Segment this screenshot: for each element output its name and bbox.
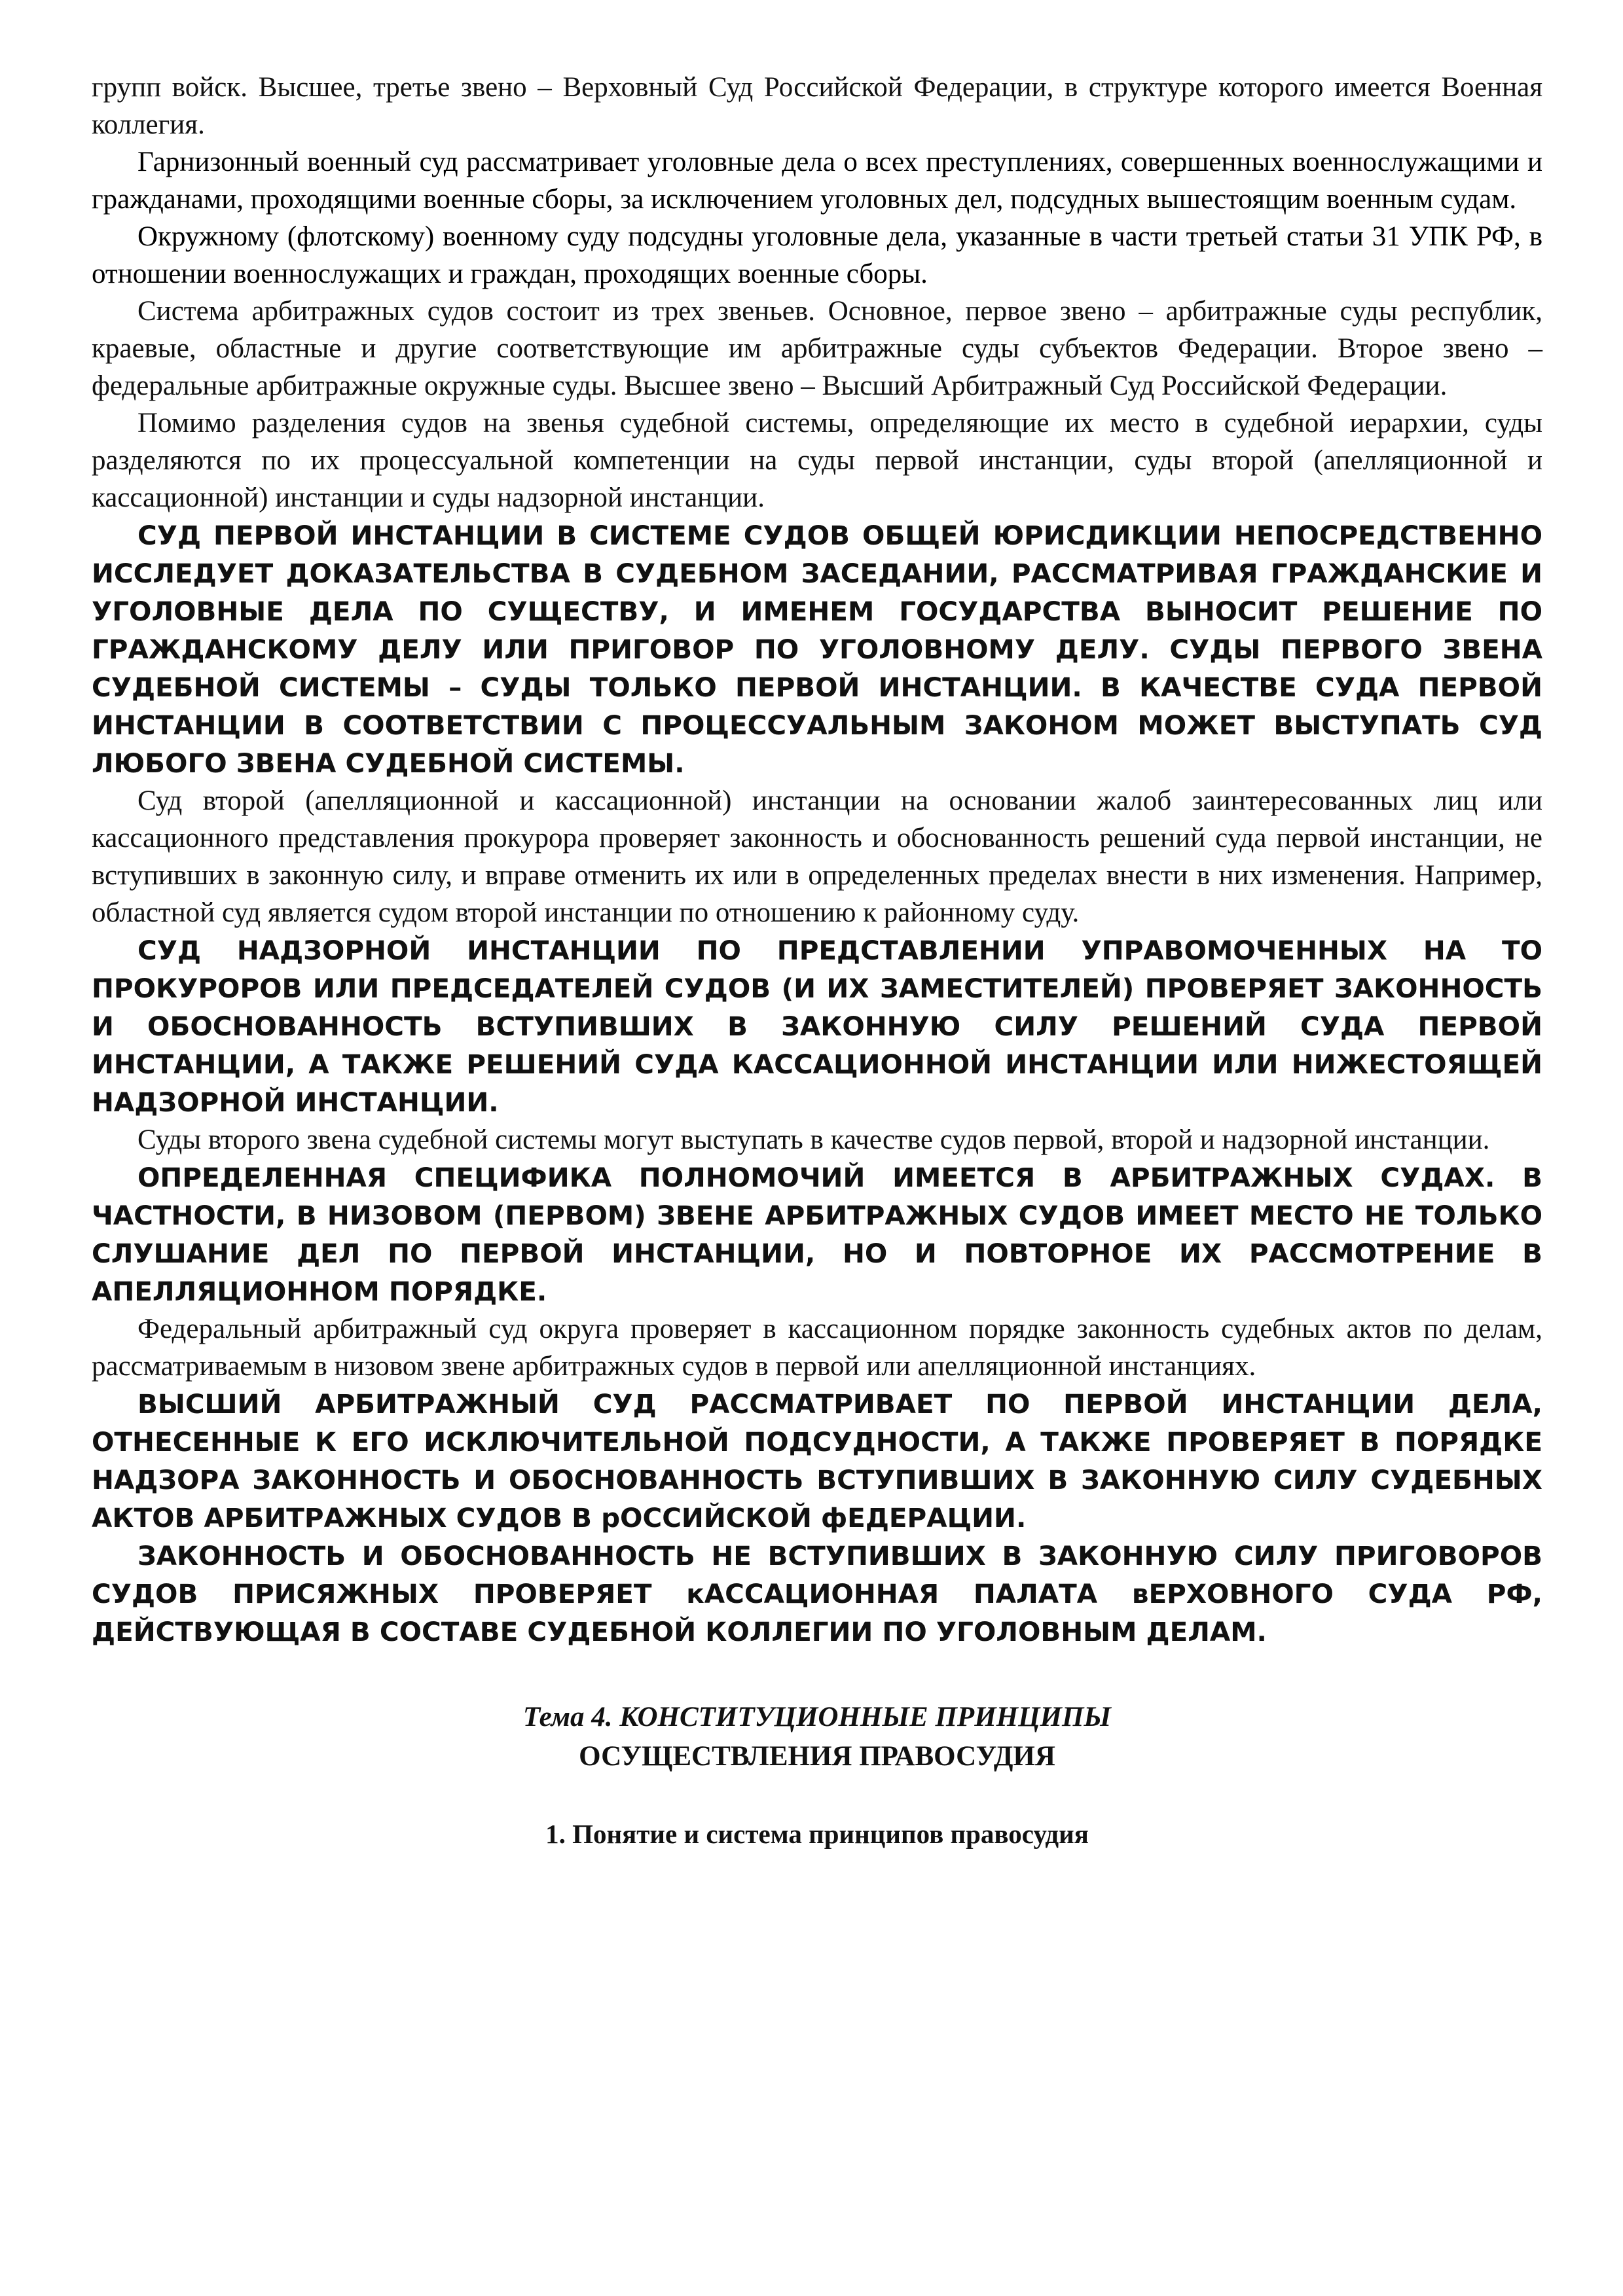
paragraph-cassation-chamber-bold: ЗАКОННОСТЬ И ОБОСНОВАННОСТЬ НЕ ВСТУПИВШИХ В ЗАКОННУЮ СИЛУ ПРИГОВОРОВ СУДОВ ПРИСЯЖНЫХ ПРОВЕРЯЕТ кАССАЦИОННАЯ ПАЛАТА вЕРХОВНОГО СУДА РФ, ДЕЙСТВУЮЩАЯ В СОСТАВЕ СУДЕБНОЙ КОЛЛЕГИИ ПО УГОЛОВНЫМ ДЕЛАМ. [92, 1540, 1542, 1647]
paragraph-military-courts-system: групп войск. Высшее, третье звено – Верховный Суд Российской Федерации, в структуре которого имеется Военная коллегия. [92, 72, 1542, 140]
paragraph-second-tier-courts: Суды второго звена судебной системы могут выступать в качестве судов первой, второй и надзорной инстанции. [137, 1124, 1490, 1155]
topic-heading-line1: Тема 4. КОНСТИТУЦИОННЫЕ ПРИНЦИПЫ [522, 1702, 1112, 1732]
paragraph-arbitration-specifics-bold: ОПРЕДЕЛЕННАЯ СПЕЦИФИКА ПОЛНОМОЧИЙ ИМЕЕТСЯ В АРБИТРАЖНЫХ СУДАХ. В ЧАСТНОСТИ, В НИЗОВОМ (ПЕРВОМ) ЗВЕНЕ АРБИТРАЖНЫХ СУДОВ ИМЕЕТ МЕСТО НЕ ТОЛЬКО СЛУШАНИЕ ДЕЛ ПО ПЕРВОЙ ИНСТАНЦИИ, НО И ПОВТОРНОЕ ИХ РАССМОТРЕНИЕ В АПЕЛЛЯЦИОННОМ ПОРЯДКЕ. [92, 1162, 1542, 1307]
paragraph-garrison-court: Гарнизонный военный суд рассматривает уголовные дела о всех преступлениях, совершенных военнослужащими и гражданами, проходящими военные сборы, за исключением уголовных дел, подсудных вышестоящим военным судам. [92, 147, 1542, 215]
paragraph-district-military-court: Окружному (флотскому) военному суду подсудны уголовные дела, указанные в части третьей статьи 31 УПК РФ, в отношении военнослужащих и граждан, проходящих военные сборы. [92, 221, 1542, 289]
paragraph-arbitration-system: Система арбитражных судов состоит из трех звеньев. Основное, первое звено – арбитражные суды республик, краевые, областные и другие соответствующие им арбитражные суды субъектов Федерации. Второе звено – федеральные арбитражные окружные суды. Высшее звено – Высший Арбитражный Суд Российской Федерации. [92, 296, 1542, 401]
paragraph-instances: Помимо разделения судов на звенья судебной системы, определяющие их место в судебной иерархии, суды разделяются по их процессуальной компетенции на суды первой инстанции, суды второй (апелляционной и кассационной) инстанции и суды надзорной инстанции. [92, 408, 1542, 513]
topic-heading [92, 1698, 1542, 1776]
topic-heading-line2: ОСУЩЕСТВЛЕНИЯ ПРАВОСУДИЯ [579, 1741, 1055, 1772]
paragraph-supervisory-instance-bold: СУД НАДЗОРНОЙ ИНСТАНЦИИ ПО ПРЕДСТАВЛЕНИИ УПРАВОМОЧЕННЫХ НА ТО ПРОКУРОРОВ ИЛИ ПРЕДСЕДАТЕЛЕЙ СУДОВ (И ИХ ЗАМЕСТИТЕЛЕЙ) ПРОВЕРЯЕТ ЗАКОННОСТЬ И ОБОСНОВАННОСТЬ ВСТУПИВШИХ В ЗАКОННУЮ СИЛУ РЕШЕНИЙ СУДА ПЕРВОЙ ИНСТАНЦИИ, А ТАКЖЕ РЕШЕНИЙ СУДА КАССАЦИОННОЙ ИНСТАНЦИИ ИЛИ НИЖЕСТОЯЩЕЙ НАДЗОРНОЙ ИНСТАНЦИИ. [92, 935, 1542, 1118]
paragraph-federal-arbitration-court: Федеральный арбитражный суд округа проверяет в кассационном порядке законность судебных актов по делам, рассматриваемым в низовом звене арбитражных судов в первой или апелляционной инстанциях. [92, 1314, 1542, 1382]
section-heading: 1. Понятие и система принципов правосудия [545, 1819, 1089, 1849]
paragraph-first-instance-bold: СУД ПЕРВОЙ ИНСТАНЦИИ В СИСТЕМЕ СУДОВ ОБЩЕЙ ЮРИСДИКЦИИ НЕПОСРЕДСТВЕННО ИССЛЕДУЕТ ДОКАЗАТЕЛЬСТВА В СУДЕБНОМ ЗАСЕДАНИИ, РАССМАТРИВАЯ ГРАЖДАНСКИЕ И УГОЛОВНЫЕ ДЕЛА ПО СУЩЕСТВУ, И ИМЕНЕМ ГОСУДАРСТВА ВЫНОСИТ РЕШЕНИЕ ПО ГРАЖДАНСКОМУ ДЕЛУ ИЛИ ПРИГОВОР ПО УГОЛОВНОМУ ДЕЛУ. СУДЫ ПЕРВОГО ЗВЕНА СУДЕБНОЙ СИСТЕМЫ – СУДЫ ТОЛЬКО ПЕРВОЙ ИНСТАНЦИИ. В КАЧЕСТВЕ СУДА ПЕРВОЙ ИНСТАНЦИИ В СООТВЕТСТВИИ С ПРОЦЕССУАЛЬНЫМ ЗАКОНОМ МОЖЕТ ВЫСТУПАТЬ СУД ЛЮБОГО ЗВЕНА СУДЕБНОЙ СИСТЕМЫ. [92, 520, 1542, 779]
document-page [92, 69, 1542, 1852]
paragraph-supreme-arbitration-bold: ВЫСШИЙ АРБИТРАЖНЫЙ СУД РАССМАТРИВАЕТ ПО ПЕРВОЙ ИНСТАНЦИИ ДЕЛА, ОТНЕСЕННЫЕ К ЕГО ИСКЛЮЧИТЕЛЬНОЙ ПОДСУДНОСТИ, А ТАКЖЕ ПРОВЕРЯЕТ В ПОРЯДКЕ НАДЗОРА ЗАКОННОСТЬ И ОБОСНОВАННОСТЬ ВСТУПИВШИХ В ЗАКОННУЮ СИЛУ СУДЕБНЫХ АКТОВ АРБИТРАЖНЫХ СУДОВ В рОССИЙСКОЙ фЕДЕРАЦИИ. [92, 1388, 1542, 1534]
paragraph-second-instance: Суд второй (апелляционной и кассационной) инстанции на основании жалоб заинтересованных лиц или кассационного представления прокурора проверяет законность и обоснованность решений суда первой инстанции, не вступивших в законную силу, и вправе отменить их или в определенных пределах внести в них изменения. Например, областной суд является судом второй инстанции по отношению к районному суду. [92, 785, 1542, 928]
